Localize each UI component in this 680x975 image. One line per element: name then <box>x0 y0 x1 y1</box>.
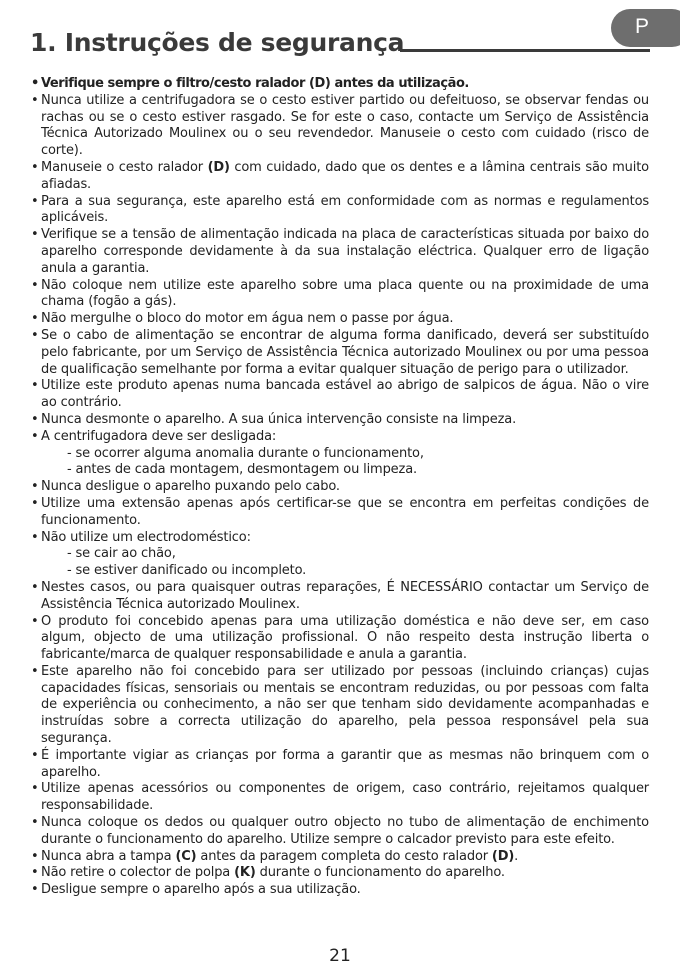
list-item: • Utilize uma extensão apenas após certificar-se que se encontra em perfeitas condições de funcionamento. <box>31 496 649 530</box>
list-item <box>31 160 649 194</box>
list-item <box>31 849 649 866</box>
list-item: • Utilize este produto apenas numa bancada estável ao abrigo de salpicos de água. Não o vire ao contrário. <box>31 378 649 412</box>
list-item: • Nestes casos, ou para quaisquer outras reparações, É NECESSÁRIO contactar um Serviço de Assistência Técnica autorizado Moulinex. <box>31 580 649 614</box>
list-item <box>31 429 649 479</box>
item-text: Manuseie o cesto ralador <box>41 159 208 175</box>
section-title: 1. Instruções de segurança <box>30 28 405 57</box>
list-item: • Não mergulhe o bloco do motor em água nem o passe por água. <box>31 311 649 328</box>
list-item: • Não coloque nem utilize este aparelho sobre uma placa quente ou na proximidade de uma chama (fogão a gás). <box>31 278 649 312</box>
list-item: • Este aparelho não foi concebido para ser utilizado por pessoas (incluindo crianças) cujas capacidades físicas, sensoriais ou mentais se encontram reduzidas, ou por pessoas com falta de experiência ou conhecimento, a não ser que tenham sido devidamente acompanhadas e instruídas sobre a correcta utilização do aparelho, pela pessoa responsável pela sua segurança. <box>31 664 649 748</box>
list-item: • É importante vigiar as crianças por forma a garantir que as mesmas não brinquem com o aparelho. <box>31 748 649 782</box>
list-item: • O produto foi concebido apenas para uma utilização doméstica e não deve ser, em caso algum, objecto de uma utilização profissional. O não respeito desta instrução liberta o fabricante/marca de qualquer responsabilidade e anula a garantia. <box>31 614 649 664</box>
sub-item: - se ocorrer alguma anomalia durante o funcionamento, <box>67 445 424 461</box>
item-text: antes da paragem completa do cesto ralador <box>196 848 492 864</box>
part-reference: (K) <box>234 865 256 881</box>
list-item: • Verifique se a tensão de alimentação indicada na placa de características situada por baixo do aparelho corresponde devidamente à da sua instalação eléctrica. Qualquer erro de ligação anula a garantia. <box>31 227 649 277</box>
part-reference: (C) <box>175 848 197 864</box>
list-item: • Utilize apenas acessórios ou componentes de origem, caso contrário, rejeitamos qualquer responsabilidade. <box>31 781 649 815</box>
item-text: durante o funcionamento do aparelho. <box>255 865 505 881</box>
page-number: 21 <box>329 946 351 966</box>
list-item <box>31 530 649 580</box>
section-heading <box>30 24 650 68</box>
item-text: • Não utilize um electrodoméstico: <box>41 529 251 545</box>
part-reference: (D) <box>491 848 515 864</box>
list-item: • Nunca desmonte o aparelho. A sua única intervenção consiste na limpeza. <box>31 412 649 429</box>
intro-bullet: • Verifique sempre o filtro/cesto ralador (D) antes da utilização. <box>31 76 649 93</box>
item-text: . <box>514 848 519 864</box>
sub-item: - se estiver danificado ou incompleto. <box>67 563 307 579</box>
list-item: • Nunca utilize a centrifugadora se o cesto estiver partido ou defeituoso, se observar fendas ou rachas ou se o cesto estiver rasgado. Se for este o caso, contacte um Serviço de Assistência Técnica Autorizado Moulinex ou o seu revendedor. Manuseie o cesto com cuidado (risco de corte). <box>31 93 649 160</box>
part-reference: (D) <box>207 159 230 175</box>
item-text: Nunca abra a tampa <box>41 848 176 864</box>
list-item: • Nunca coloque os dedos ou qualquer outro objecto no tubo de alimentação de enchimento durante o funcionamento do aparelho. Utilize sempre o calcador previsto para este efeito. <box>31 815 649 849</box>
list-item: • Desligue sempre o aparelho após a sua utilização. <box>31 882 649 899</box>
item-text: com cuidado, dado que os dentes e a lâmina centrais são muito afiadas. <box>41 159 649 192</box>
title-rule <box>400 49 650 52</box>
language-tab-label: P <box>635 15 650 38</box>
item-text: • A centrifugadora deve ser desligada: <box>41 428 277 444</box>
list-item: • Se o cabo de alimentação se encontrar de alguma forma danificado, deverá ser substituído pelo fabricante, por um Serviço de Assistência Técnica autorizado Moulinex ou por uma pessoa de qualificação semelhante por forma a evitar qualquer situação de perigo para o utilizador. <box>31 328 649 378</box>
list-item: • Para a sua segurança, este aparelho está em conformidade com as normas e regulamentos aplicáveis. <box>31 194 649 228</box>
sub-item: - se cair ao chão, <box>67 546 176 562</box>
sub-item: - antes de cada montagem, desmontagem ou limpeza. <box>67 462 417 478</box>
list-item: • Nunca desligue o aparelho puxando pelo cabo. <box>31 479 649 496</box>
item-text: Não retire o colector de polpa <box>41 865 235 881</box>
safety-list <box>31 76 649 899</box>
list-item <box>31 865 649 882</box>
